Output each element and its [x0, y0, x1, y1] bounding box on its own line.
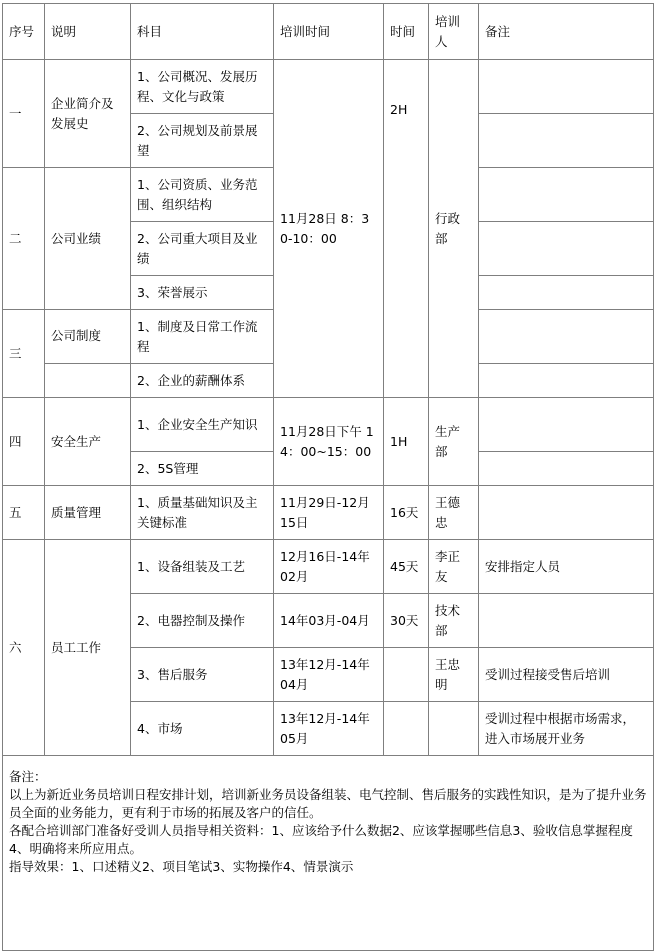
remark-cell: [479, 398, 654, 452]
trainer-cell: 李正友: [429, 540, 479, 594]
notes-title: 备注：: [9, 769, 47, 784]
subject-cell: 1、企业安全生产知识: [131, 398, 274, 452]
remark-cell: 安排指定人员: [479, 540, 654, 594]
subject-cell: 2、公司重大项目及业绩: [131, 222, 274, 276]
trainer-cell: 生产部: [429, 398, 479, 486]
header-trainer: 培训人: [429, 4, 479, 60]
remark-cell: [479, 114, 654, 168]
group-desc: 员工工作: [45, 540, 131, 756]
subject-cell: 2、5S管理: [131, 452, 274, 486]
group-seq: 三: [3, 310, 45, 398]
group-desc: 企业简介及发展史: [45, 60, 131, 168]
remark-cell: [479, 452, 654, 486]
train-time-cell: 12月16日-14年02月: [274, 540, 384, 594]
trainer-cell: 王忠明: [429, 648, 479, 702]
header-seq: 序号: [3, 4, 45, 60]
group-seq: 五: [3, 486, 45, 540]
duration-cell: 45天: [384, 540, 429, 594]
header-duration: 时间: [384, 4, 429, 60]
subject-cell: 3、售后服务: [131, 648, 274, 702]
train-time-cell: 11月29日-12月15日: [274, 486, 384, 540]
train-time-cell: 13年12月-14年04月: [274, 648, 384, 702]
remark-cell: [479, 310, 654, 364]
trainer-cell: 行政部: [429, 60, 479, 398]
duration-cell: 2H: [384, 60, 429, 398]
table-row: [3, 60, 654, 114]
remark-cell: [479, 364, 654, 398]
train-time-cell: 11月28日下午 14：00~15：00: [274, 398, 384, 486]
remark-cell: [479, 594, 654, 648]
group-seq: 六: [3, 540, 45, 756]
desc-empty-cell: [45, 364, 131, 398]
duration-cell: 1H: [384, 398, 429, 486]
notes-line: 以上为新近业务员培训日程安排计划，培训新业务员设备组装、电气控制、售后服务的实践性知识，是为了提升业务员全面的业务能力，更有利于市场的拓展及客户的信任。: [9, 787, 647, 820]
subject-cell: 2、公司规划及前景展望: [131, 114, 274, 168]
train-time-cell: 11月28日 8：30-10：00: [274, 60, 384, 398]
train-time-cell: 13年12月-14年05月: [274, 702, 384, 756]
header-row: [3, 4, 654, 60]
table-row: [3, 486, 654, 540]
remark-cell: 受训过程接受售后培训: [479, 648, 654, 702]
subject-cell: 3、荣誉展示: [131, 276, 274, 310]
notes-row: [3, 756, 654, 951]
group-desc: 质量管理: [45, 486, 131, 540]
group-desc: 公司业绩: [45, 168, 131, 310]
subject-cell: 1、公司资质、业务范围、组织结构: [131, 168, 274, 222]
header-train-time: 培训时间: [274, 4, 384, 60]
header-desc: 说明: [45, 4, 131, 60]
subject-cell: 2、电器控制及操作: [131, 594, 274, 648]
trainer-cell: 王德忠: [429, 486, 479, 540]
training-schedule-table: [2, 3, 654, 951]
duration-cell: [384, 702, 429, 756]
duration-cell: 16天: [384, 486, 429, 540]
trainer-cell: 技术部: [429, 594, 479, 648]
subject-cell: 1、公司概况、发展历程、文化与政策: [131, 60, 274, 114]
group-seq: 二: [3, 168, 45, 310]
table-row: [3, 540, 654, 594]
header-subject: 科目: [131, 4, 274, 60]
group-desc: 公司制度: [45, 310, 131, 364]
table-row: [3, 398, 654, 452]
subject-cell: 1、设备组装及工艺: [131, 540, 274, 594]
subject-cell: 1、质量基础知识及主关键标准: [131, 486, 274, 540]
remark-cell: [479, 168, 654, 222]
notes-line: 各配合培训部门准备好受训人员指导相关资料：1、应该给予什么数据2、应该掌握哪些信息3、验收信息掌握程度4、明确将来所应用点。: [9, 823, 633, 856]
remark-cell: 受训过程中根据市场需求，进入市场展开业务: [479, 702, 654, 756]
train-time-cell: 14年03月-04月: [274, 594, 384, 648]
duration-cell: 30天: [384, 594, 429, 648]
subject-cell: 2、企业的薪酬体系: [131, 364, 274, 398]
remark-cell: [479, 486, 654, 540]
group-seq: 一: [3, 60, 45, 168]
subject-cell: 4、市场: [131, 702, 274, 756]
notes-cell: [3, 756, 654, 951]
remark-cell: [479, 276, 654, 310]
subject-cell: 1、制度及日常工作流程: [131, 310, 274, 364]
duration-cell: [384, 648, 429, 702]
remark-cell: [479, 60, 654, 114]
trainer-cell: [429, 702, 479, 756]
header-remark: 备注: [479, 4, 654, 60]
remark-cell: [479, 222, 654, 276]
notes-line: 指导效果：1、口述精义2、项目笔试3、实物操作4、情景演示: [9, 859, 354, 874]
group-seq: 四: [3, 398, 45, 486]
group-desc: 安全生产: [45, 398, 131, 486]
